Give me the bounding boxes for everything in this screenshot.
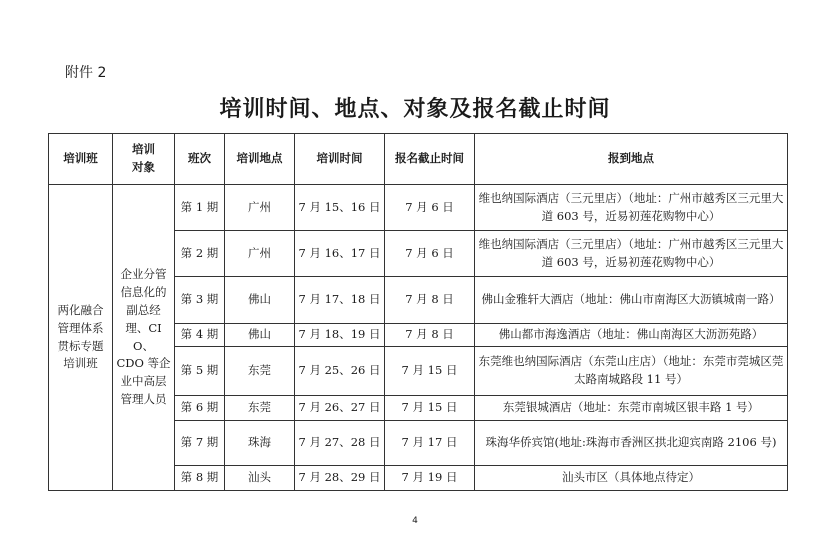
session-cell: 第 3 期 [175,277,225,324]
deadline-cell: 7 月 6 日 [385,231,475,277]
deadline-cell: 7 月 15 日 [385,347,475,396]
document-title: 培训时间、地点、对象及报名截止时间 [219,96,611,122]
dates-cell: 7 月 18、19 日 [295,324,385,347]
venue-cell: 佛山都市海逸酒店（地址：佛山南海区大沥沥苑路） [475,324,788,347]
col-header-session: 班次 [175,134,225,185]
venue-cell: 汕头市区（具体地点待定） [475,466,788,491]
col-header-location: 培训地点 [225,134,295,185]
dates-cell: 7 月 26、27 日 [295,396,385,421]
dates-cell: 7 月 16、17 日 [295,231,385,277]
session-cell: 第 1 期 [175,185,225,231]
page-number: 4 [412,516,418,526]
col-header-venue: 报到地点 [475,134,788,185]
target-audience-cell: 企业分管 信息化的 副总经 理、CIO、 CDO 等企 业中高层 管理人员 [113,185,175,491]
col-header-course: 培训班 [49,134,113,185]
venue-cell: 东莞银城酒店（地址：东莞市南城区银丰路 1 号） [475,396,788,421]
dates-cell: 7 月 25、26 日 [295,347,385,396]
table-row [49,185,788,231]
location-cell: 广州 [225,185,295,231]
deadline-cell: 7 月 15 日 [385,396,475,421]
session-cell: 第 4 期 [175,324,225,347]
col-header-target: 培训 对象 [113,134,175,185]
training-schedule-table [48,133,788,491]
dates-cell: 7 月 28、29 日 [295,466,385,491]
session-cell: 第 2 期 [175,231,225,277]
col-header-deadline: 报名截止时间 [385,134,475,185]
venue-cell: 珠海华侨宾馆(地址:珠海市香洲区拱北迎宾南路 2106 号) [475,421,788,466]
session-cell: 第 7 期 [175,421,225,466]
location-cell: 东莞 [225,347,295,396]
col-header-dates: 培训时间 [295,134,385,185]
location-cell: 汕头 [225,466,295,491]
location-cell: 广州 [225,231,295,277]
deadline-cell: 7 月 6 日 [385,185,475,231]
course-name-cell: 两化融合 管理体系 贯标专题 培训班 [49,185,113,491]
table-header-row [49,134,788,185]
dates-cell: 7 月 15、16 日 [295,185,385,231]
deadline-cell: 7 月 17 日 [385,421,475,466]
deadline-cell: 7 月 8 日 [385,277,475,324]
dates-cell: 7 月 27、28 日 [295,421,385,466]
location-cell: 佛山 [225,324,295,347]
venue-cell: 维也纳国际酒店（三元里店）（地址：广州市越秀区三元里大道 603 号，近易初莲花购物中心） [475,231,788,277]
attachment-label: 附件 2 [65,65,107,81]
dates-cell: 7 月 17、18 日 [295,277,385,324]
location-cell: 珠海 [225,421,295,466]
deadline-cell: 7 月 19 日 [385,466,475,491]
venue-cell: 佛山金雅轩大酒店（地址：佛山市南海区大沥镇城南一路） [475,277,788,324]
venue-cell: 东莞维也纳国际酒店（东莞山庄店）（地址：东莞市莞城区莞太路南城路段 11 号） [475,347,788,396]
session-cell: 第 6 期 [175,396,225,421]
session-cell: 第 5 期 [175,347,225,396]
location-cell: 佛山 [225,277,295,324]
venue-cell: 维也纳国际酒店（三元里店）（地址：广州市越秀区三元里大道 603 号，近易初莲花购物中心） [475,185,788,231]
deadline-cell: 7 月 8 日 [385,324,475,347]
location-cell: 东莞 [225,396,295,421]
session-cell: 第 8 期 [175,466,225,491]
